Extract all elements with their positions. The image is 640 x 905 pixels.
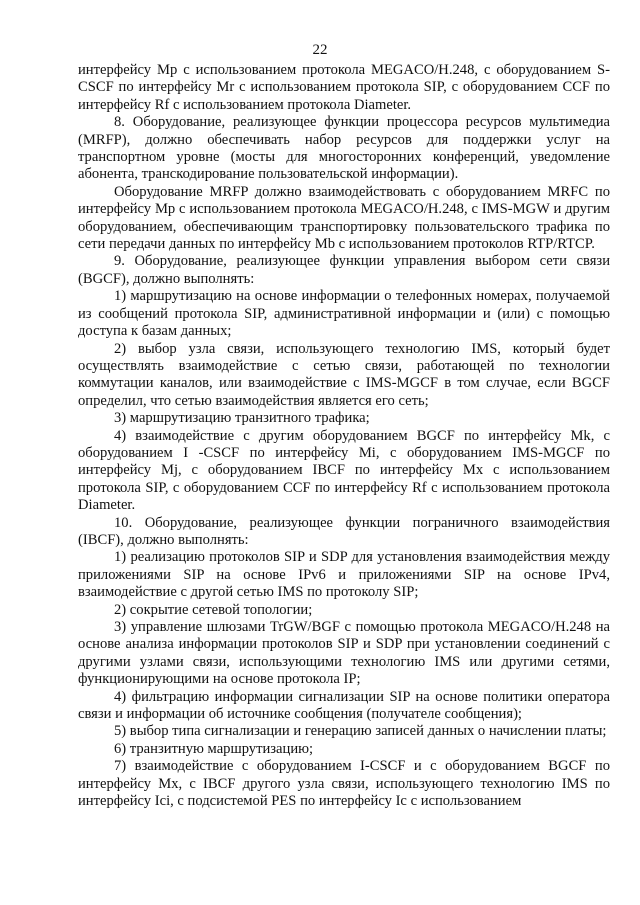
paragraph-item-10: 10. Оборудование, реализующее функции пограничного взаимодействия (IBCF), должно выполнять: xyxy=(78,514,610,548)
list-item-10-1: 1) реализацию протоколов SIP и SDP для установления взаимодействия между приложениями SIP на основе IPv6 и приложениями SIP на основе IPv4, взаимодействие с другой сетью IMS по протоколу SIP; xyxy=(78,549,610,601)
list-item-9-2: 2) выбор узла связи, использующего технологию IMS, который будет осуществлять взаимодействие с сетью связи, работающей по технологии коммутации каналов, или взаимодействие с IMS-MGCF в том случае, если BGCF определил, что сетью взаимодействия является его сеть; xyxy=(78,340,610,409)
paragraph-continuation: интерфейсу Mp с использованием протокола MEGACO/H.248, с оборудованием S-CSCF по интерфейсу Mr с использованием протокола SIP, с оборудованием CCF по интерфейсу Rf с использованием протокола Diameter. xyxy=(78,62,610,113)
list-item-10-5: 5) выбор типа сигнализации и генерацию записей данных о начислении платы; xyxy=(114,723,607,740)
list-item-10-4: 4) фильтрацию информации сигнализации SIP на основе политики оператора связи и информации об источнике сообщения (получателе сообщения); xyxy=(78,688,610,723)
list-item-10-6: 6) транзитную маршрутизацию; xyxy=(114,740,314,757)
paragraph-item-9: 9. Оборудование, реализующее функции управления выбором сети связи (BGCF), должно выполнять: xyxy=(78,253,610,287)
list-item-10-7: 7) взаимодействие с оборудованием I-CSCF и с оборудованием BGCF по интерфейсу Mx, с IBCF другого узла связи, использующего технологию IMS по интерфейсу Ici, с подсистемой PES по интерфейсу Ic с использованием xyxy=(78,758,610,810)
list-item-10-2: 2) сокрытие сетевой топологии; xyxy=(114,601,313,618)
list-item-10-3: 3) управление шлюзами TrGW/BGF с помощью протокола MEGACO/H.248 на основе анализа информации протоколов SIP и SDP при установлении соединений с другими узлами связи, использующими технологию IMS или другими сетями, функционирующими на основе протокола IP; xyxy=(78,619,610,688)
paragraph-item-8: 8. Оборудование, реализующее функции процессора ресурсов мультимедиа (MRFP), должно обеспечивать набор ресурсов для поддержки услуг на транспортном уровне (мосты для многосторонних конференций, уведомление абонента, транскодирование пользовательской информации). xyxy=(78,114,610,183)
list-item-9-3: 3) маршрутизацию транзитного трафика; xyxy=(114,410,370,427)
page-number: 22 xyxy=(312,42,328,58)
document-body xyxy=(78,62,610,810)
paragraph-mrfp-interaction: Оборудование MRFP должно взаимодействовать с оборудованием MRFC по интерфейсу Mp с использованием протокола MEGACO/H.248, с IMS-MGW и другим оборудованием, обеспечивающим транспортировку пользовательского трафика по сети передачи данных по интерфейсу Mb с использованием протоколов RTP/RTCP. xyxy=(78,183,610,253)
list-item-9-1: 1) маршрутизацию на основе информации о телефонных номерах, получаемой из сообщений протокола SIP, административной информации и (или) с помощью доступа к базам данных; xyxy=(78,288,610,340)
list-item-9-4: 4) взаимодействие с другим оборудованием BGCF по интерфейсу Mk, с оборудованием I -CSCF по интерфейсу Mi, с оборудованием IMS-MGCF по интерфейсу Mj, с оборудованием IBCF по интерфейсу Mx с использованием протокола SIP, с оборудованием CCF по интерфейсу Rf с использованием протокола Diameter. xyxy=(78,427,610,514)
